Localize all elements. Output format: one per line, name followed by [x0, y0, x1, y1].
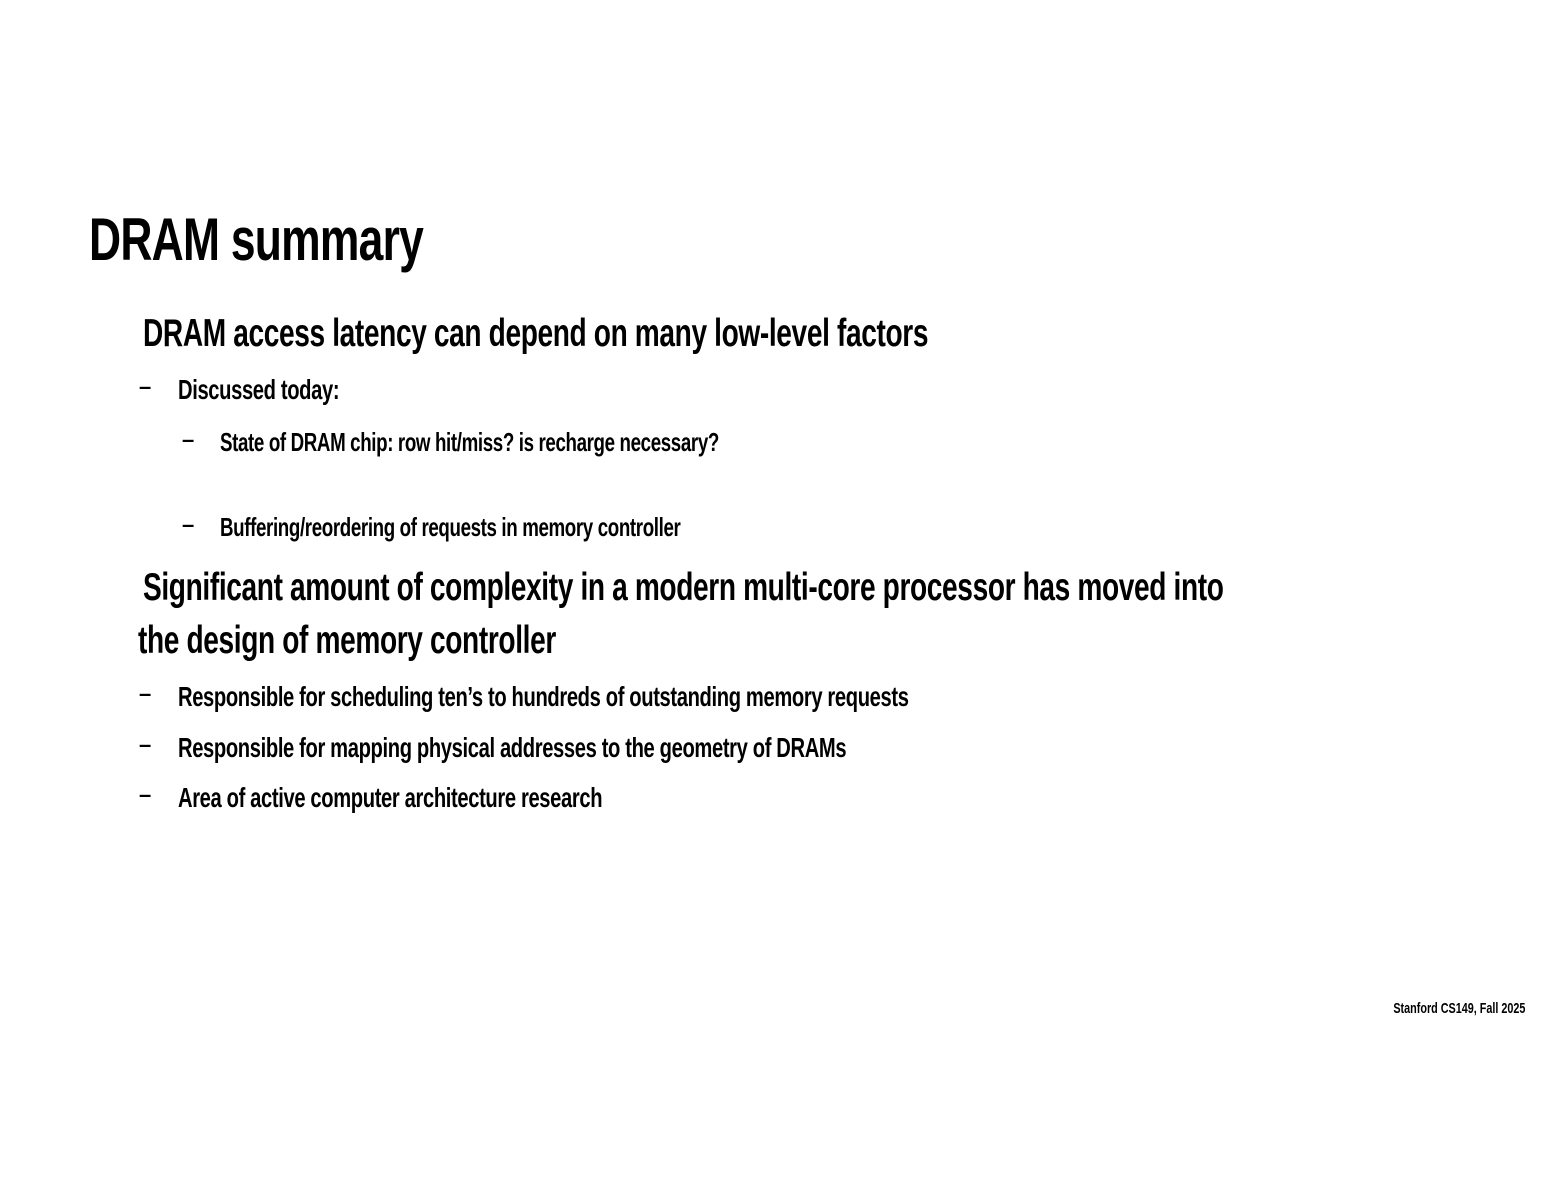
bullet-mapping: Responsible for mapping physical addresses to the geometry of DRAMs	[178, 732, 847, 763]
bullet-research: Area of active computer architecture research	[178, 782, 603, 813]
section-2-heading-line-1: Significant amount of complexity in a modern multi-core processor has moved into	[143, 566, 1224, 609]
section-1-heading: DRAM access latency can depend on many low-level factors	[143, 312, 929, 355]
sub-bullet-buffering: Buffering/reordering of requests in memory controller	[220, 512, 681, 542]
bullet-discussed-today: Discussed today:	[178, 374, 340, 405]
slide-footer: Stanford CS149, Fall 2025	[1392, 1000, 1525, 1017]
section-2-heading-line-2: the design of memory controller	[138, 619, 556, 662]
bullet-dash: –	[139, 782, 152, 807]
bullet-dash: –	[139, 374, 152, 399]
bullet-dash: –	[139, 681, 152, 706]
bullet-scheduling: Responsible for scheduling ten’s to hundreds of outstanding memory requests	[178, 681, 909, 712]
bullet-dash: –	[139, 732, 152, 757]
slide-title: DRAM summary	[89, 206, 424, 273]
bullet-dash: –	[182, 427, 195, 452]
bullet-dash: –	[182, 512, 195, 537]
sub-bullet-dram-state: State of DRAM chip: row hit/miss? is recharge necessary?	[220, 427, 719, 457]
